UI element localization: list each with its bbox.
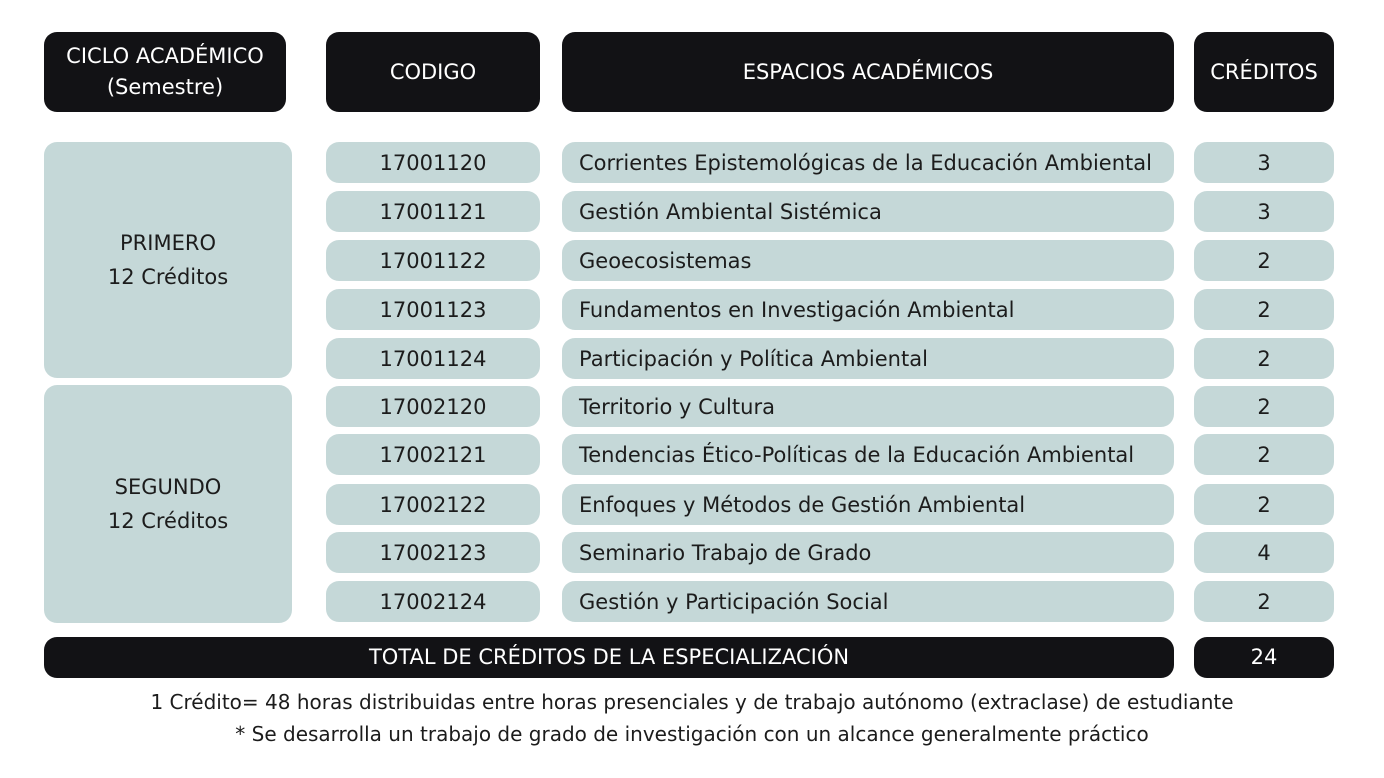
course-code: 17001123 [326,289,540,330]
header-creditos [1194,32,1334,112]
course-name: Fundamentos en Investigación Ambiental [562,289,1174,330]
total-label-text: TOTAL DE CRÉDITOS DE LA ESPECIALIZACIÓN [368,645,850,669]
course-name: Seminario Trabajo de Grado [562,532,1174,573]
course-credits: 4 [1194,532,1334,573]
course-code: 17002121 [326,434,540,475]
course-code: 17001124 [326,338,540,379]
course-name: Tendencias Ético-Políticas de la Educación Ambiental [562,434,1174,475]
course-name: Corrientes Epistemológicas de la Educación Ambiental [562,142,1174,183]
header-ciclo-title: CICLO ACADÉMICO [66,44,264,68]
header-ciclo [44,32,286,112]
course-code: 17002124 [326,581,540,622]
course-name: Participación y Política Ambiental [562,338,1174,379]
course-name: Gestión y Participación Social [562,581,1174,622]
header-espacios-label: ESPACIOS ACADÉMICOS [742,59,994,84]
course-code: 17001120 [326,142,540,183]
total-credits-label [44,637,1174,678]
semester-name: SEGUNDO [114,475,222,499]
header-codigo [326,32,540,112]
semester-block-primero [44,142,292,378]
footnote-degree-work: * Se desarrolla un trabajo de grado de investigación con un alcance generalmente práctico [235,722,1149,746]
header-codigo-label: CODIGO [389,59,477,84]
course-credits: 2 [1194,484,1334,525]
course-name: Enfoques y Métodos de Gestión Ambiental [562,484,1174,525]
total-credits-value [1194,637,1334,678]
course-code: 17002120 [326,386,540,427]
semester-name: PRIMERO [120,231,216,255]
course-credits: 3 [1194,142,1334,183]
course-credits: 2 [1194,240,1334,281]
semester-block-segundo [44,385,292,623]
course-credits: 2 [1194,434,1334,475]
course-code: 17002123 [326,532,540,573]
course-name: Territorio y Cultura [562,386,1174,427]
course-credits: 2 [1194,581,1334,622]
course-code: 17001122 [326,240,540,281]
course-name: Geoecosistemas [562,240,1174,281]
header-espacios [562,32,1174,112]
course-name: Gestión Ambiental Sistémica [562,191,1174,232]
semester-credits: 12 Créditos [107,265,229,289]
header-creditos-label: CRÉDITOS [1210,59,1318,84]
course-credits: 3 [1194,191,1334,232]
course-code: 17001121 [326,191,540,232]
course-credits: 2 [1194,386,1334,427]
header-ciclo-subtitle: (Semestre) [106,75,224,99]
course-code: 17002122 [326,484,540,525]
footnote-credit-definition: 1 Crédito= 48 horas distribuidas entre horas presenciales y de trabajo autónomo (extraclase) de estudiante [150,690,1234,714]
total-value-text: 24 [1250,645,1278,669]
semester-credits: 12 Créditos [107,509,229,533]
course-credits: 2 [1194,289,1334,330]
course-credits: 2 [1194,338,1334,379]
